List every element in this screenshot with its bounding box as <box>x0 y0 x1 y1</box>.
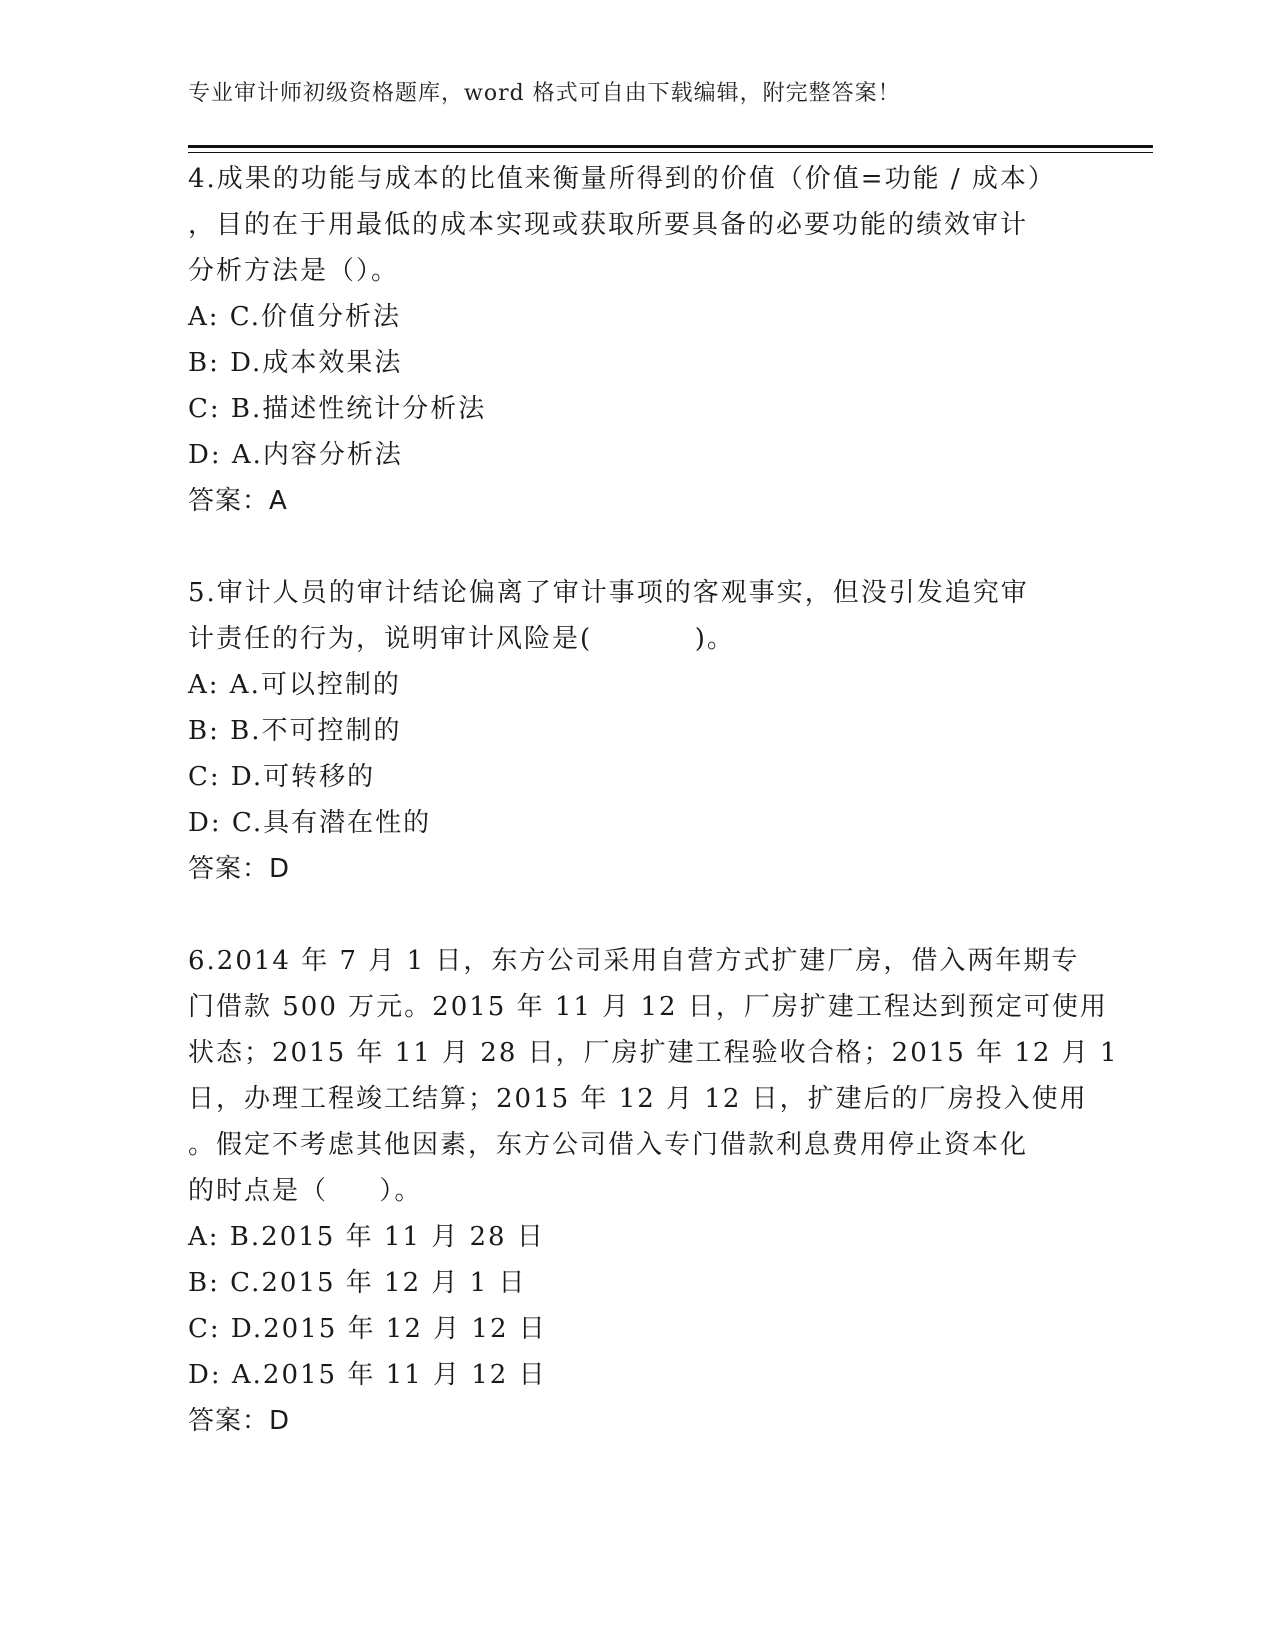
page-header: 专业审计师初级资格题库，word 格式可自由下载编辑，附完整答案！ <box>188 81 901 106</box>
question-spacer <box>188 892 1068 938</box>
question-text-line: 4.成果的功能与成本的比值来衡量所得到的价值（价值=功能 / 成本） <box>188 164 1056 194</box>
question-text-line: 的时点是（ ）。 <box>188 1176 423 1206</box>
question-text-line: 5.审计人员的审计结论偏离了审计事项的客观事实，但没引发追究审 <box>188 578 1029 608</box>
question-text-line: 6.2014 年 7 月 1 日，东方公司采用自营方式扩建厂房，借入两年期专 <box>188 946 1080 976</box>
question-text-line: ，目的在于用最低的成本实现或获取所要具备的必要功能的绩效审计 <box>188 210 1029 240</box>
question-text-line: 门借款 500 万元。2015 年 11 月 12 日，厂房扩建工程达到预定可使用 <box>188 992 1108 1022</box>
question-text-line: 分析方法是（）。 <box>188 256 400 286</box>
question-block <box>188 570 1068 892</box>
answer-line: 答案：D <box>188 1406 291 1436</box>
question-text-line: 。假定不考虑其他因素，东方公司借入专门借款利息费用停止资本化 <box>188 1130 1029 1160</box>
option-a: A: B.2015 年 11 月 28 日 <box>188 1222 545 1252</box>
question-text-line: 状态；2015 年 11 月 28 日，厂房扩建工程验收合格；2015 年 12 月 1 <box>188 1038 1119 1068</box>
option-d: D: C.具有潜在性的 <box>188 808 432 838</box>
option-c: C: D.可转移的 <box>188 762 376 792</box>
option-c: C: D.2015 年 12 月 12 日 <box>188 1314 547 1344</box>
question-text-line: 日，办理工程竣工结算；2015 年 12 月 12 日，扩建后的厂房投入使用 <box>188 1084 1088 1114</box>
question-block <box>188 938 1119 1444</box>
header-divider-thick <box>188 145 1153 148</box>
option-b: B: C.2015 年 12 月 1 日 <box>188 1268 527 1298</box>
answer-line: 答案：D <box>188 854 291 884</box>
question-block <box>188 156 1068 524</box>
option-b: B: B.不可控制的 <box>188 716 402 746</box>
question-text-line: 计责任的行为，说明审计风险是( )。 <box>188 624 735 654</box>
option-d: D: A.2015 年 11 月 12 日 <box>188 1360 547 1390</box>
answer-line: 答案：A <box>188 486 288 516</box>
option-a: A: C.价值分析法 <box>188 302 402 332</box>
option-d: D: A.内容分析法 <box>188 440 403 470</box>
option-a: A: A.可以控制的 <box>188 670 401 700</box>
question-list <box>188 156 1119 1444</box>
option-c: C: B.描述性统计分析法 <box>188 394 487 424</box>
option-b: B: D.成本效果法 <box>188 348 403 378</box>
header-divider-thin <box>188 152 1153 153</box>
question-spacer <box>188 524 1068 570</box>
